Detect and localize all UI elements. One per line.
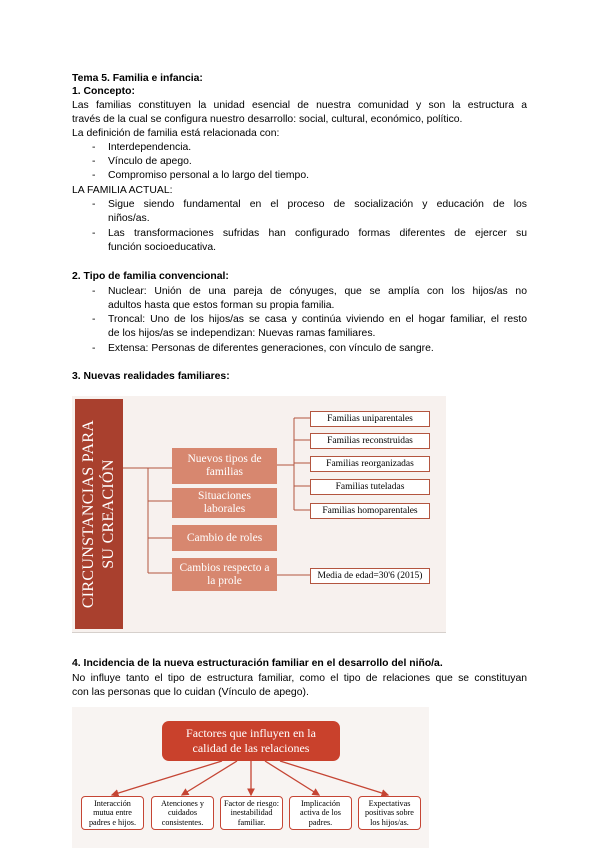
factores-title-box [162, 721, 340, 761]
section-4-paragraph-line-2: con las personas que lo cuidan (Vínculo de apego). [72, 687, 309, 698]
list-item-continuation: niños/as. [108, 213, 150, 224]
type-reconstruidas: Familias reconstruidas [310, 433, 430, 449]
bullet-dash: - [92, 142, 96, 153]
factor-line: Interacción [94, 798, 131, 808]
factor-atenciones [151, 796, 214, 830]
section-1-paragraph-line-2: través de la cual se configura nuestro desarrollo: social, cultural, económico, político. [72, 114, 463, 125]
factores-diagram [72, 707, 429, 848]
section-4-paragraph-line-1: No influye tanto el tipo de estructura familiar, como el tipo de relaciones que se constituyan [72, 673, 527, 684]
bullet-dash: - [92, 314, 96, 325]
factor-line: activa de los [300, 808, 341, 818]
factor-line: los hijos/as. [370, 817, 409, 827]
type-tuteladas: Familias tuteladas [310, 479, 430, 495]
panel-label-line-2: SU CREACIÓN [100, 459, 117, 569]
section-1-heading: 1. Concepto: [72, 86, 135, 97]
box-label-line: la prole [207, 574, 242, 587]
factor-expectativas [358, 796, 421, 830]
factor-line: familiar. [237, 817, 266, 827]
box-situaciones-laborales [172, 488, 277, 518]
definition-intro: La definición de familia está relacionada con: [72, 128, 280, 139]
bullet-dash: - [92, 156, 96, 167]
factor-riesgo [220, 796, 283, 830]
factor-line: positivas sobre [365, 808, 414, 818]
familia-actual-label: LA FAMILIA ACTUAL: [72, 185, 173, 196]
type-uniparentales: Familias uniparentales [310, 411, 430, 427]
factor-implicacion [289, 796, 352, 830]
type-reorganizadas: Familias reorganizadas [310, 456, 430, 472]
arrow-line [182, 761, 237, 795]
list-item: Interdependencia. [108, 142, 192, 153]
section-4-heading: 4. Incidencia de la nueva estructuración familiar en el desarrollo del niño/a. [72, 658, 443, 669]
nuevas-realidades-diagram [72, 396, 446, 633]
box-label-line: laborales [203, 503, 246, 515]
media-edad-box: Media de edad=30'6 (2015) [310, 568, 430, 584]
factor-line: mutua entre [93, 808, 132, 818]
list-item: Extensa: Personas de diferentes generaciones, con vínculo de sangre. [108, 343, 434, 354]
arrow-line [280, 761, 388, 795]
list-item: Nuclear: Unión de una pareja de cónyuges, que se amplía con los hijos/as no [108, 286, 527, 297]
bullet-dash: - [92, 286, 96, 297]
section-1-paragraph-line-1: Las familias constituyen la unidad esencial de nuestra comunidad y son la estructura a [72, 100, 527, 111]
panel-label-line-1: CIRCUNSTANCIAS PARA [80, 419, 97, 609]
bullet-dash: - [92, 343, 96, 354]
box-label-line: Cambios respecto a [179, 561, 270, 574]
factor-line: Atenciones y [161, 798, 204, 808]
box-label-line: familias [205, 466, 244, 478]
factor-line: inestabilidad [230, 808, 273, 818]
section-2-heading: 2. Tipo de familia convencional: [72, 271, 229, 282]
bullet-dash: - [92, 199, 96, 210]
document-title: Tema 5. Familia e infancia: [72, 73, 203, 84]
factor-interaccion [81, 796, 144, 830]
factor-line: cuidados [167, 808, 198, 818]
factor-line: Expectativas [368, 798, 411, 808]
box-label-line: Nuevos tipos de [187, 453, 262, 465]
section-3-heading: 3. Nuevas realidades familiares: [72, 371, 230, 382]
factor-line: padres e hijos. [88, 817, 137, 827]
circunstancias-panel [75, 399, 123, 629]
list-item: Vínculo de apego. [108, 156, 192, 167]
arrow-line [112, 761, 222, 795]
box-cambios-prole [172, 558, 277, 591]
list-item: Sigue siendo fundamental en el proceso de socialización y educación de los [108, 199, 527, 210]
title-line: Factores que influyen en la [186, 726, 316, 740]
title-line: calidad de las relaciones [192, 741, 310, 755]
bullet-dash: - [92, 170, 96, 181]
factor-line: Implicación [300, 798, 341, 808]
arrow-line [265, 761, 319, 795]
box-label-line: Cambio de roles [186, 531, 263, 544]
list-item-continuation: función socioeducativa. [108, 242, 217, 253]
list-item-continuation: adultos hasta que estos forman su propia familia. [108, 300, 335, 311]
box-cambio-roles [172, 525, 277, 551]
box-nuevos-tipos [172, 448, 277, 484]
box-label-line: Situaciones [197, 490, 252, 502]
factor-line: Factor de riesgo: [223, 798, 280, 808]
type-homoparentales: Familias homoparentales [310, 503, 430, 519]
list-item-continuation: de los hijos/as se independizan: Nuevas ramas familiares. [108, 328, 376, 339]
list-item: Troncal: Uno de los hijos/as se casa y continúa viviendo en el hogar familiar, el resto [108, 314, 527, 325]
list-item: Las transformaciones sufridas han configurado formas diferentes de ejercer su [108, 228, 527, 239]
factor-line: consistentes. [161, 817, 204, 827]
list-item: Compromiso personal a lo largo del tiempo. [108, 170, 309, 181]
bullet-dash: - [92, 228, 96, 239]
factor-line: padres. [308, 817, 333, 827]
